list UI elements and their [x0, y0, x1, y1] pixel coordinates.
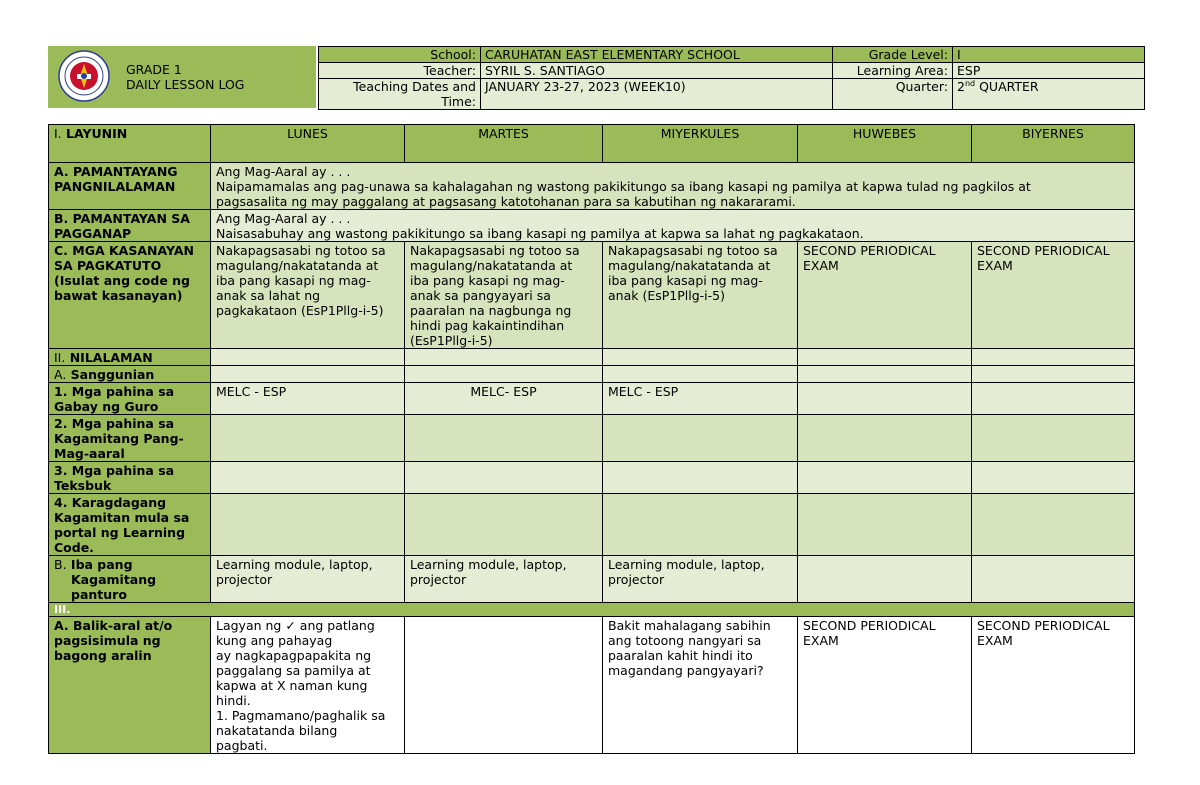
column-header-row: [49, 125, 1135, 163]
deped-seal-icon: [58, 50, 110, 102]
melc-miyerkules: MELC - ESP: [603, 383, 798, 415]
table-row: [49, 383, 1135, 415]
header-info-table: [318, 46, 1145, 110]
row-label-pamamaraan: III.: [49, 603, 1135, 617]
quarter-label: Quarter:: [833, 79, 953, 110]
log-title: DAILY LESSON LOG: [126, 77, 245, 92]
row-label-pamantayang: A. PAMANTAYANG PANGNILALAMAN: [49, 163, 211, 210]
school-label: School:: [319, 47, 481, 63]
dates-value: JANUARY 23-27, 2023 (WEEK10): [481, 79, 833, 110]
kasanayan-miyerkules: Nakapagsasabi ng totoo sa magulang/nakatatanda at iba pang kasapi ng mag- anak (EsP1Pllg-i-5): [603, 242, 798, 349]
table-row: [49, 210, 1135, 242]
teacher-value: SYRIL S. SANTIAGO: [481, 63, 833, 79]
kasanayan-huwebes: SECOND PERIODICAL EXAM: [798, 242, 972, 349]
table-row: [49, 556, 1135, 603]
col-martes: MARTES: [405, 125, 603, 163]
grade-title: [126, 62, 245, 92]
grade-label: GRADE 1: [126, 62, 182, 77]
pagganap-content: Ang Mag-Aaral ay . . . Naisasabuhay ang wastong pakikitungo sa ibang kasapi ng pamilya at kapwa sa lahat ng pagkakataon.: [211, 210, 1135, 242]
table-row: [49, 242, 1135, 349]
table-row: [49, 462, 1135, 494]
col-layunin: I. LAYUNIN: [49, 125, 211, 163]
row-label-kagamitan: 2. Mga pahina sa Kagamitang Pang- Mag-aaral: [49, 415, 211, 462]
balik-aral-huwebes: SECOND PERIODICAL EXAM: [798, 617, 972, 754]
row-label-balik-aral: A. Balik-aral at/o pagsisimula ng bagong aralin: [49, 617, 211, 754]
kasanayan-biyernes: SECOND PERIODICAL EXAM: [972, 242, 1135, 349]
kasanayan-lunes: Nakapagsasabi ng totoo sa magulang/nakatatanda at iba pang kasapi ng mag- anak sa lahat ng pagkakataon (EsP1Pllg-i-5): [211, 242, 405, 349]
row-label-teksbuk: 3. Mga pahina sa Teksbuk: [49, 462, 211, 494]
row-label-karagdagang: 4. Karagdagang Kagamitan mula sa portal ng Learning Code.: [49, 494, 211, 556]
table-row: [49, 366, 1135, 383]
pamamaraan-row: [49, 603, 1135, 617]
kagamitan-miyerkules: Learning module, laptop, projector: [603, 556, 798, 603]
table-row: [49, 617, 1135, 754]
table-row: [49, 163, 1135, 210]
balik-aral-lunes: Lagyan ng ✓ ang patlang kung ang pahayag ay nagkapagpapakita ng paggalang sa pamilya at kapwa at X naman kung hindi. 1. Pagmamano/paghalik sa nakatatanda bilang pagbati.: [211, 617, 405, 754]
school-value: CARUHATAN EAST ELEMENTARY SCHOOL: [481, 47, 833, 63]
teacher-label: Teacher:: [319, 63, 481, 79]
col-biyernes: BIYERNES: [972, 125, 1135, 163]
quarter-value: 2nd QUARTER: [953, 79, 1145, 110]
row-label-gabay: 1. Mga pahina sa Gabay ng Guro: [49, 383, 211, 415]
row-label-kasanayan: C. MGA KASANAYAN SA PAGKATUTO (Isulat ang code ng bawat kasanayan): [49, 242, 211, 349]
melc-lunes: MELC - ESP: [211, 383, 405, 415]
col-lunes: LUNES: [211, 125, 405, 163]
learning-area-label: Learning Area:: [833, 63, 953, 79]
kagamitan-lunes: Learning module, laptop, projector: [211, 556, 405, 603]
kagamitan-martes: Learning module, laptop, projector: [405, 556, 603, 603]
table-row: [49, 415, 1135, 462]
table-row: [49, 349, 1135, 366]
row-label-sanggunian: A. Sanggunian: [49, 366, 211, 383]
table-row: [49, 494, 1135, 556]
learning-area-value: ESP: [953, 63, 1145, 79]
pamantayang-content: Ang Mag-Aaral ay . . . Naipamamalas ang pag-unawa sa kahalagahan ng wastong pakikitungo sa ibang kasapi ng pamilya at kapwa tulad ng pagkilos at pagsasalita ng may paggalang at pagsasang katotohanan para sa kabutihan ng nakararami.: [211, 163, 1135, 210]
col-huwebes: HUWEBES: [798, 125, 972, 163]
row-label-nilalaman: II. NILALAMAN: [49, 349, 211, 366]
balik-aral-biyernes: SECOND PERIODICAL EXAM: [972, 617, 1135, 754]
melc-martes: MELC- ESP: [405, 383, 603, 415]
row-label-iba-pang: B. Iba pang Kagamitang panturo: [49, 556, 211, 603]
grade-level-label: Grade Level:: [833, 47, 953, 63]
kasanayan-martes: Nakapagsasabi ng totoo sa magulang/nakatatanda at iba pang kasapi ng mag- anak sa pangyayari sa paaralan na nagbunga ng hindi pag kakaintindihan (EsP1Pllg-i-5): [405, 242, 603, 349]
balik-aral-miyerkules: Bakit mahalagang sabihin ang totoong nangyari sa paaralan kahit hindi ito magandang pangyayari?: [603, 617, 798, 754]
dates-label: Teaching Dates and Time:: [319, 79, 481, 110]
row-label-pagganap: B. PAMANTAYAN SA PAGGANAP: [49, 210, 211, 242]
col-miyerkules: MIYERKULES: [603, 125, 798, 163]
grade-level-value: I: [953, 47, 1145, 63]
lesson-log-table: [48, 124, 1135, 754]
